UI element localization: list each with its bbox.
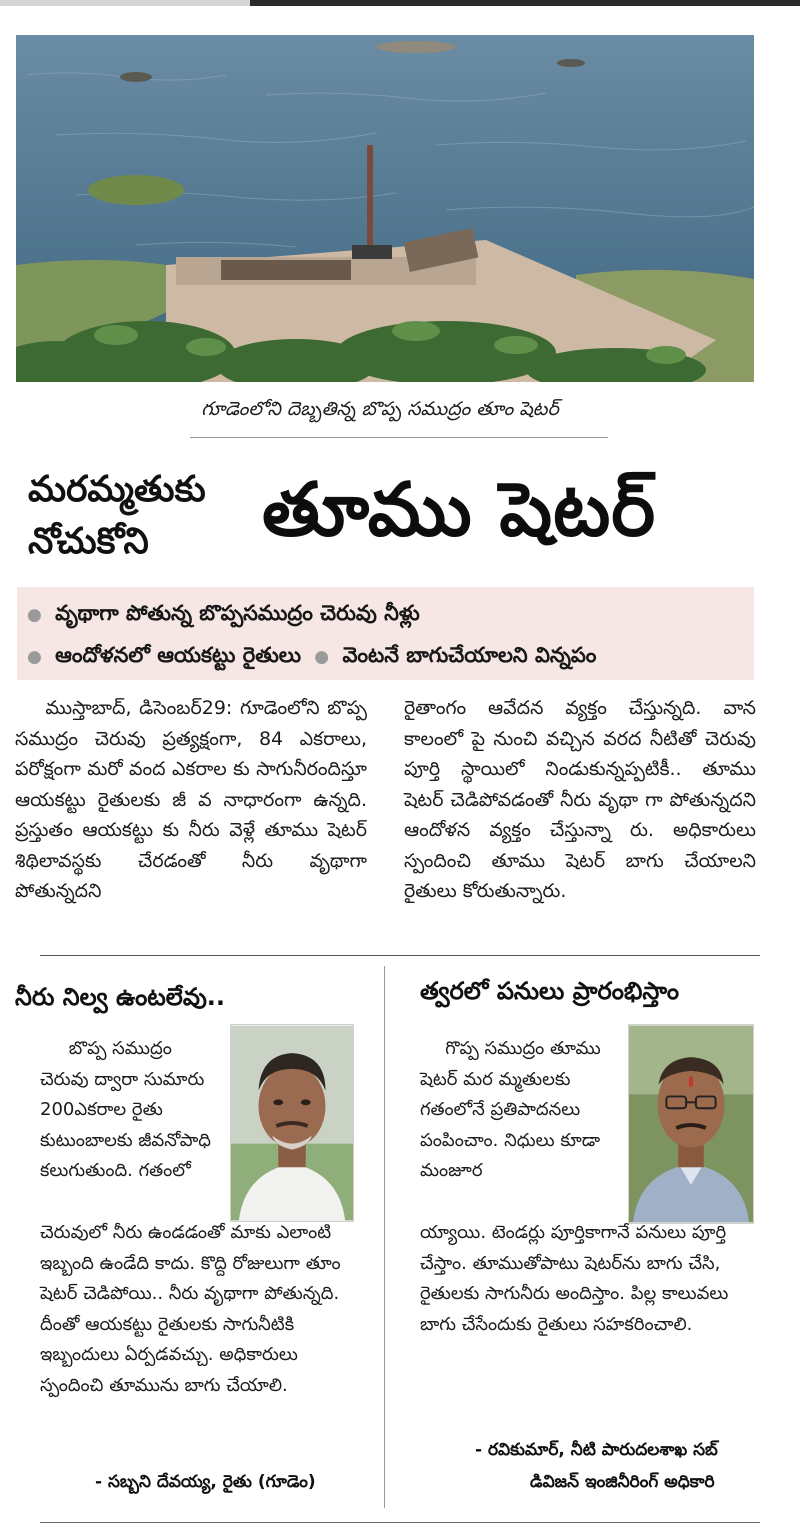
caption-divider — [190, 437, 608, 438]
left-eye — [273, 1099, 283, 1105]
official-portrait — [628, 1024, 754, 1224]
quote-right-text-top: గొప్ప సముద్రం తూము షెటర్ మర మ్మతులకు గతంలోనే ప్రతిపాదనలు పంపించాం. నిధులు కూడా మంజూర — [420, 1038, 601, 1181]
quote-right-heading: త్వరలో పనులు ప్రారంభిస్తాం — [420, 977, 680, 1005]
highlights-box — [17, 587, 754, 680]
face — [259, 1065, 326, 1148]
rock-2 — [120, 72, 152, 82]
photo-caption: గూడెంలోని దెబ్బతిన్న బొప్ప సముద్రం తూం షెటర్ — [201, 398, 559, 420]
farmer-portrait — [230, 1024, 354, 1222]
headline-main: తూము షెటర్ — [262, 467, 657, 553]
quote-left-text-bottom: చెరువులో నీరు ఉండడంతో మాకు ఎలాంటి ఇబ్బంది ఉండేది కాదు. కొద్ది రోజులుగా తూం షెటర్ చెడిపోయి.. నీరు వృథాగా పోతున్నది. దీంతో ఆయకట్టు రైతులకు సాగునీటికి ఇబ్బందులు ఏర్పడవచ్చు. అధికారులు స్పందించి తూమును బాగు చేయాలి. — [40, 1222, 341, 1396]
lake-photo-illustration — [16, 35, 754, 382]
highlight-item-3: వెంటనే బాగుచేయాలని విన్నపం — [342, 643, 597, 667]
quote-left-attribution: - సబ్బని దేవయ్య, రైతు (గూడెం) — [95, 1472, 316, 1492]
bottom-divider — [40, 1522, 760, 1523]
section-divider — [40, 955, 760, 956]
article-column-right: రైతాంగం ఆవేదన వ్యక్తం చేస్తున్నది. వాన కాలంలో పై నుంచి వచ్చిన వరద నీటితో చెరువు పూర్తి స్థాయిలో నిండుకున్నప్పటికీ.. తూము షెటర్ చెడిపోవడంతో నీరు వృథా గా పోతున్నదని ఆందోళన వ్యక్తం చేస్తున్నా రు. అధికారులు స్పందించి తూము షెటర్ బాగు చేయాలని రైతులు కోరుతున్నారు. — [404, 697, 756, 902]
highlight-item-1: వృథాగా పోతున్న బొప్పసముద్రం చెరువు నీళ్లు — [55, 601, 420, 625]
tilak — [689, 1077, 693, 1087]
bullet-icon: ● — [27, 647, 42, 667]
highlight-row-1 — [27, 593, 754, 635]
top-bar — [0, 0, 800, 8]
bullet-icon: ● — [314, 647, 330, 667]
headline-kicker — [28, 464, 248, 568]
shutter-gear — [352, 245, 392, 259]
reed-patch — [88, 175, 184, 205]
bullet-icon: ● — [27, 605, 42, 625]
rock-1 — [376, 41, 456, 53]
lake-photo — [16, 35, 754, 382]
shutter-rod — [367, 145, 373, 255]
headline-kicker-line-2: నోచుకోని — [28, 521, 149, 562]
quote-right-attribution-line-2: డివిజన్ ఇంజినీరింగ్ అధికారి — [530, 1472, 715, 1492]
right-eye — [301, 1099, 311, 1105]
quote-left-text-top: బొప్ప సముద్రం చెరువు ద్వారా సుమారు 200ఎకరాల రైతు కుటుంబాలకు జీవనోపాధి కలుగుతుంది. గతంలో — [40, 1038, 211, 1181]
quote-left-heading: నీరు నిల్వ ఉంటలేవు.. — [15, 983, 226, 1011]
broken-slab-1 — [221, 260, 351, 280]
rock-3 — [557, 59, 585, 67]
article-column-left: ముస్తాబాద్, డిసెంబర్29: గూడెంలోని బొప్ప సముద్రం చెరువు ప్రత్యక్షంగా, 84 ఎకరాలు, పరోక్షంగా మరో వంద ఎకరాల కు సాగునీరందిస్తూ ఆయకట్టు రైతులకు జీ వ నాధారంగా ఉన్నది. ప్రస్తుతం ఆయకట్టు కు నీరు వెళ్లే తూము షెటర్ శిథిలావస్థకు చేరడంతో నీరు వృథాగా పోతున్నదని — [15, 697, 367, 902]
quote-right-attribution-line-1: - రవికుమార్, నీటి పారుదలశాఖ సబ్ — [475, 1440, 718, 1460]
highlight-item-2: ఆందోళనలో ఆయకట్టు రైతులు — [55, 643, 301, 667]
farmer-portrait-illustration — [231, 1025, 353, 1221]
top-bar-light — [0, 0, 250, 6]
headline-kicker-line-1: మరమ్మతుకు — [28, 469, 206, 510]
column-divider — [384, 966, 385, 1508]
official-portrait-illustration — [629, 1025, 753, 1223]
highlight-row-2 — [27, 635, 754, 677]
top-bar-dark — [250, 0, 800, 6]
quote-right-text-bottom: య్యాయి. టెండర్లు పూర్తికాగానే పనులు పూర్తి చేస్తాం. తూముతోపాటు షెటర్‌ను బాగు చేసి, రైతులకు సాగునీరు అందిస్తాం. పిల్ల కాలువలు బాగు చేసేందుకు రైతులు సహకరించాలి. — [420, 1222, 729, 1335]
